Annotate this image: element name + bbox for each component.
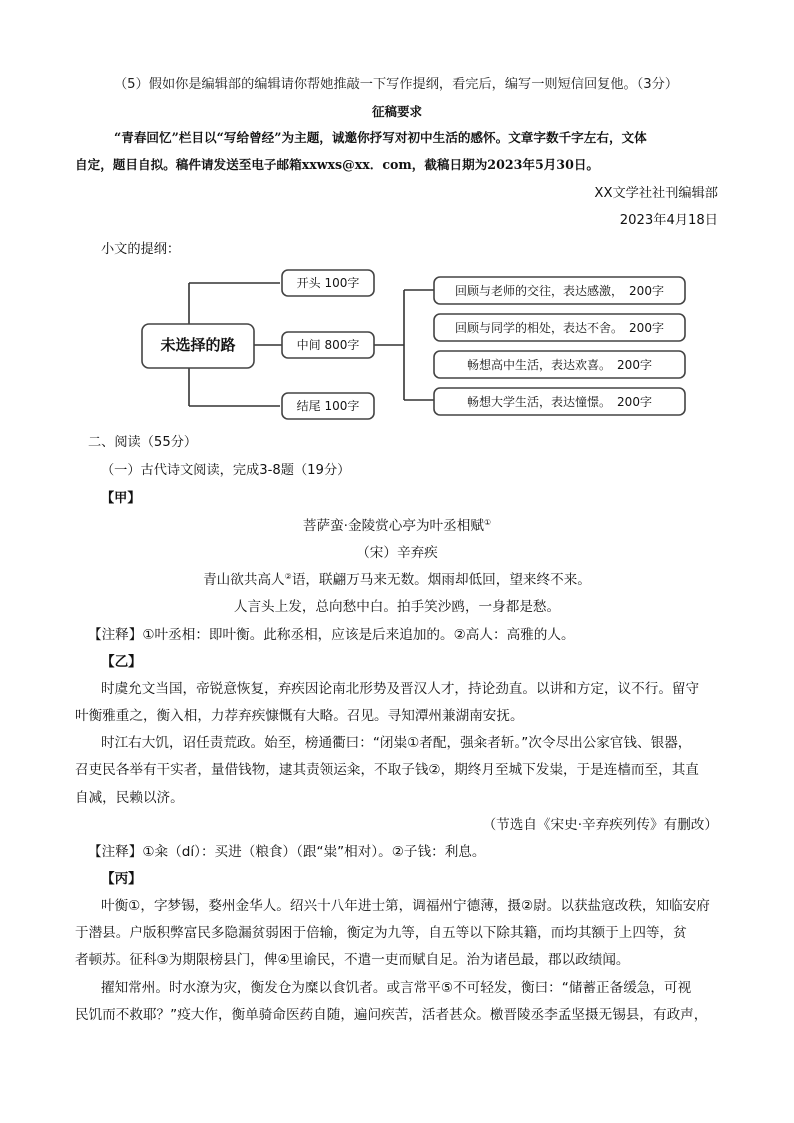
yi-source: （节选自《宋史·辛弃疾列传》有删改） bbox=[482, 817, 718, 833]
bing-paragraph-1-line-1: 叶衡①，字梦锡，婺州金华人。绍兴十八年进士第，调福州宁德薄，摄②尉。以获盐寇改秩，知临安府 bbox=[101, 898, 710, 914]
yi-paragraph-2-line-2: 召吏民各举有干实者，量借钱物，逮其责领运籴，不取子钱②，期终月至城下发粜，于是连樯而至，其直 bbox=[75, 762, 699, 778]
poem-line-1-a: 青山欲共高人 bbox=[203, 572, 285, 588]
outline-middle: 中间 800字 bbox=[296, 338, 360, 352]
signature-date: 2023年4月18日 bbox=[619, 213, 718, 228]
jia-label: 【甲】 bbox=[101, 491, 141, 506]
outline-item-teacher: 回顾与老师的交往，表达感激， 200字 bbox=[455, 284, 664, 298]
outline-root: 未选择的路 bbox=[160, 336, 236, 354]
outline-item-highschool: 畅想高中生活，表达欢喜。 200字 bbox=[467, 358, 652, 372]
bing-paragraph-2-line-2: 民饥而不救耶？”疫大作，衡单骑命医药自随，遍问疾苦，活者甚众。檄晋陵丞李孟坚摄无锡县，有政声， bbox=[75, 1007, 708, 1023]
bing-paragraph-1-line-3: 者顿苏。征科③为期限榜县门，俾④里谕民，不遣一吏而赋自足。治为诸邑最，郡以政绩闻。 bbox=[75, 952, 630, 968]
jia-annotation: 【注释】①叶丞相：即叶衡。此称丞相，应该是后来追加的。②高人：高雅的人。 bbox=[88, 627, 575, 643]
yi-paragraph-1-line-1: 时虞允文当国，帝锐意恢复，弃疾因论南北形势及晋汉人才，持论劲直。以讲和方定，议不行。留守 bbox=[101, 681, 700, 697]
signature-org: XX文学社社刊编辑部 bbox=[594, 186, 718, 201]
poem-line-1 bbox=[0, 570, 794, 590]
outline-item-university: 畅想大学生活，表达憧憬。 200字 bbox=[467, 395, 652, 409]
yi-label: 【乙】 bbox=[101, 654, 142, 670]
poem-author: （宋）辛弃疾 bbox=[356, 545, 438, 561]
yi-paragraph-2-line-1: 时江右大饥，诏任责荒政。始至，榜通衢曰：“闭粜①者配，强籴者斩。”次令尽出公家官钱、银器， bbox=[101, 735, 692, 751]
outline-ending: 结尾 100字 bbox=[296, 399, 360, 413]
reading-heading: 二、阅读（55分） bbox=[88, 435, 198, 450]
poem-line-1-note: ② bbox=[284, 572, 292, 581]
notice-title: 征稿要求 bbox=[371, 104, 422, 119]
yi-annotation: 【注释】①籴（dí）：买进（粮食）（跟“粜”相对）。②子钱：利息。 bbox=[88, 844, 486, 860]
notice-line-1: “青春回忆”栏目以“写给曾经”为主题，诚邀你抒写对初中生活的感怀。文章字数千字左右，文体 bbox=[114, 130, 647, 145]
bing-paragraph-1-line-2: 于潜县。户版积弊富民多隐漏贫弱困于倍输，衡定为九等，自五等以下除其籍，而均其额于上四等，贫 bbox=[75, 925, 687, 941]
poem-title-note: ① bbox=[483, 518, 492, 527]
yi-paragraph-1-line-2: 叶衡雅重之，衡入相，力荐弃疾慷慨有大略。召见。寻知潭州兼湖南安抚。 bbox=[75, 708, 524, 724]
reading-subheading: （一）古代诗文阅读，完成3-8题（19分） bbox=[101, 463, 351, 478]
poem-line-1-b: 语，联翩万马来无数。烟雨却低回，望来终不来。 bbox=[291, 572, 591, 588]
bing-paragraph-2-line-1: 擢知常州。时水潦为灾，衡发仓为糜以食饥者。或言常平⑤不可轻发，衡曰：“储蓄正备缓急，可视 bbox=[101, 980, 692, 996]
outline-label: 小文的提纲： bbox=[101, 242, 181, 257]
bing-label: 【丙】 bbox=[101, 871, 142, 887]
poem-line-2: 人言头上发，总向愁中白。拍手笑沙鸥，一身都是愁。 bbox=[233, 599, 561, 615]
outline-diagram bbox=[0, 0, 794, 440]
outline-item-classmates: 回顾与同学的相处，表达不舍。 200字 bbox=[455, 321, 664, 335]
notice-line-2: 自定，题目自拟。稿件请发送至电子邮箱xxwxs@xx．com，截稿日期为2023年5月30日。 bbox=[75, 157, 600, 172]
poem-title bbox=[0, 516, 794, 536]
outline-opening: 开头 100字 bbox=[296, 276, 360, 290]
yi-paragraph-2-line-3: 自减，民赖以济。 bbox=[75, 790, 184, 806]
question-5: （5）假如你是编辑部的编辑请你帮她推敲一下写作提纲，看完后，编写一则短信回复他。（3分） bbox=[114, 77, 679, 92]
poem-title-text: 菩萨蛮·金陵赏心亭为叶丞相赋 bbox=[302, 518, 484, 534]
